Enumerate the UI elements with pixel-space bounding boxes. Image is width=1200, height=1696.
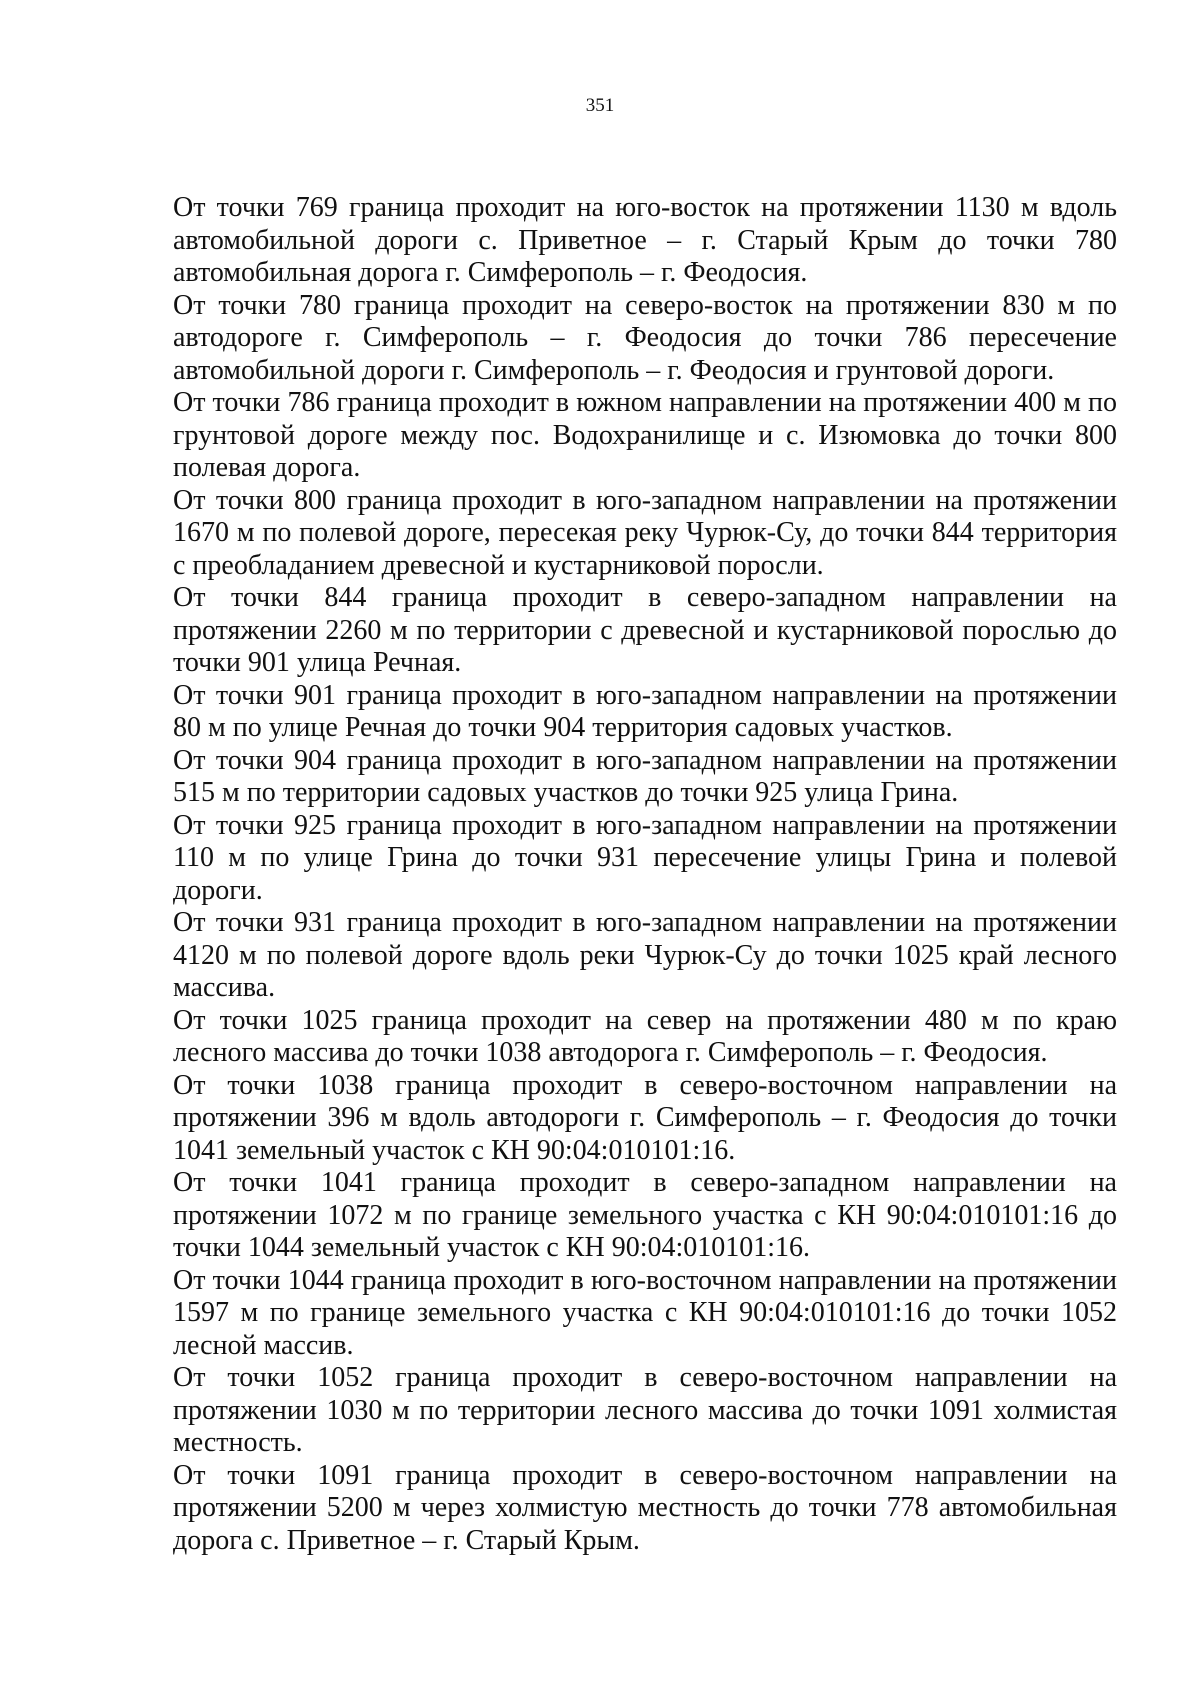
paragraph-point-1038: От точки 1038 граница проходит в северо-восточном направлении на протяжении 396 м вдоль автодороги г. Симферополь – г. Феодосия до точки 1041 земельный участок с КН 90:04:010101:16.	[173, 1069, 1117, 1166]
paragraph-point-1044: От точки 1044 граница проходит в юго-восточном направлении на протяжении 1597 м по границе земельного участка с КН 90:04:010101:16 до точки 1052 лесной массив.	[173, 1264, 1117, 1361]
paragraph-point-1052: От точки 1052 граница проходит в северо-восточном направлении на протяжении 1030 м по территории лесного массива до точки 1091 холмистая местность.	[173, 1362, 1117, 1458]
boundary-description	[173, 192, 1117, 1557]
paragraph-point-1041: От точки 1041 граница проходит в северо-западном направлении на протяжении 1072 м по границе земельного участка с КН 90:04:010101:16 до точки 1044 земельный участок с КН 90:04:010101:16.	[173, 1167, 1117, 1263]
paragraph-point-780: От точки 780 граница проходит на северо-восток на протяжении 830 м по автодороге г. Симферополь – г. Феодосия до точки 786 пересечение автомобильной дороги г. Симферополь – г. Феодосия и грунтовой дороги.	[173, 289, 1117, 386]
paragraph-point-769: От точки 769 граница проходит на юго-восток на протяжении 1130 м вдоль автомобильной дороги с. Приветное – г. Старый Крым до точки 780 автомобильная дорога г. Симферополь – г. Феодосия.	[173, 192, 1117, 288]
paragraph-point-904: От точки 904 граница проходит в юго-западном направлении на протяжении 515 м по территории садовых участков до точки 925 улица Грина.	[173, 744, 1117, 808]
paragraph-point-931: От точки 931 граница проходит в юго-западном направлении на протяжении 4120 м по полевой дороге вдоль реки Чурюк-Су до точки 1025 край лесного массива.	[173, 907, 1117, 1003]
page-number: 351	[585, 95, 615, 116]
paragraph-point-800: От точки 800 граница проходит в юго-западном направлении на протяжении 1670 м по полевой дороге, пересекая реку Чурюк-Су, до точки 844 территория с преобладанием древесной и кустарниковой поросли.	[173, 484, 1117, 581]
paragraph-point-1025: От точки 1025 граница проходит на север на протяжении 480 м по краю лесного массива до точки 1038 автодорога г. Симферополь – г. Феодосия.	[173, 1004, 1117, 1068]
paragraph-point-844: От точки 844 граница проходит в северо-западном направлении на протяжении 2260 м по территории с древесной и кустарниковой порослью до точки 901 улица Речная.	[173, 582, 1117, 678]
paragraph-point-925: От точки 925 граница проходит в юго-западном направлении на протяжении 110 м по улице Грина до точки 931 пересечение улицы Грина и полевой дороги.	[173, 809, 1117, 906]
paragraph-point-1091: От точки 1091 граница проходит в северо-восточном направлении на протяжении 5200 м через холмистую местность до точки 778 автомобильная дорога с. Приветное – г. Старый Крым.	[173, 1459, 1117, 1556]
paragraph-point-786: От точки 786 граница проходит в южном направлении на протяжении 400 м по грунтовой дороге между пос. Водохранилище и с. Изюмовка до точки 800 полевая дорога.	[173, 387, 1117, 483]
paragraph-point-901: От точки 901 граница проходит в юго-западном направлении на протяжении 80 м по улице Речная до точки 904 территория садовых участков.	[173, 679, 1117, 743]
